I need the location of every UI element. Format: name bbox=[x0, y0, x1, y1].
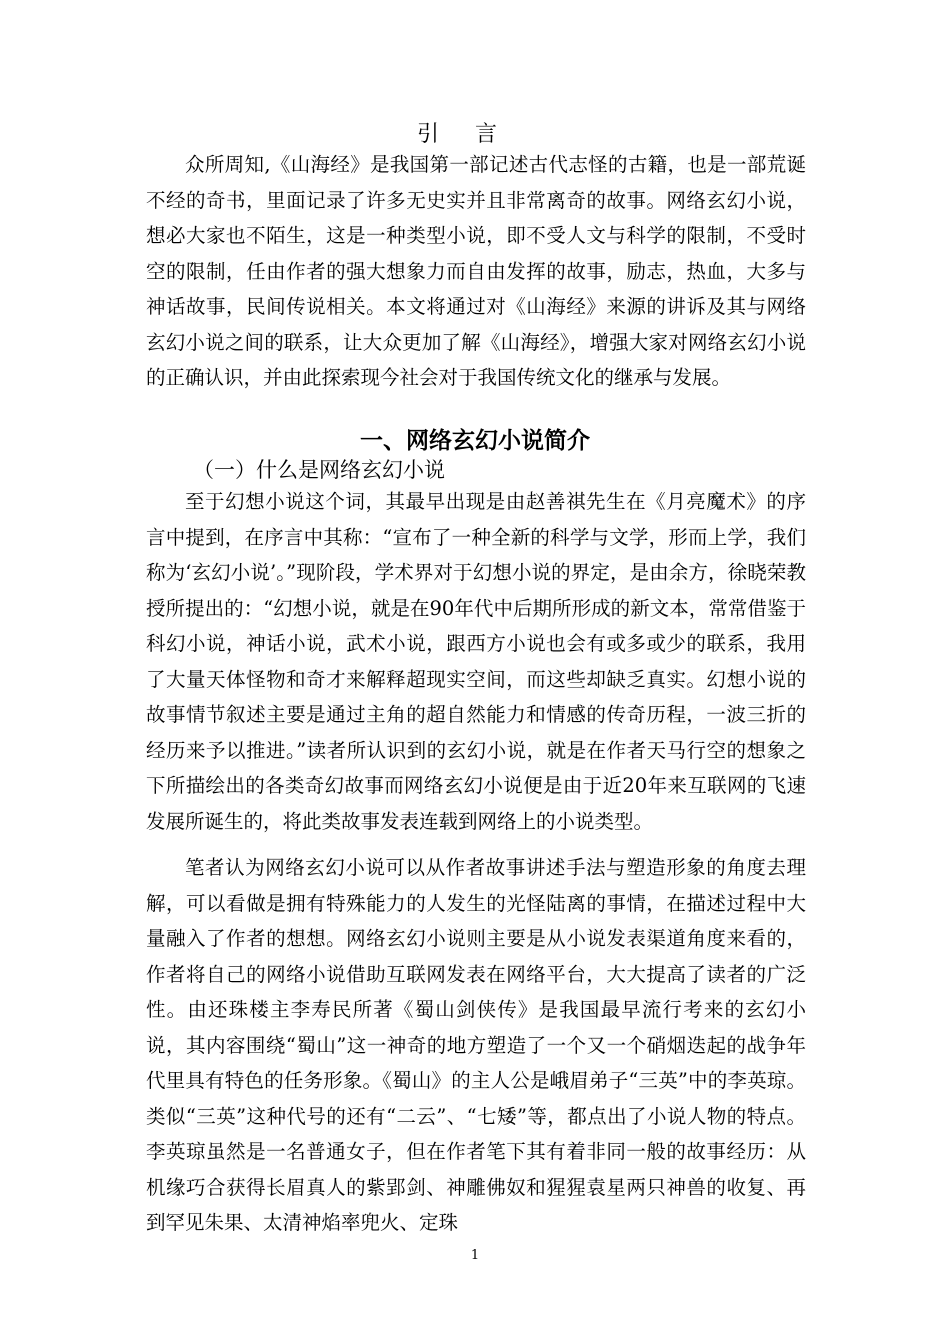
intro-paragraph: 众所周知,《山海经》是我国第一部记述古代志怪的古籍，也是一部荒诞不经的奇书，里面记录了许多无史实并且非常离奇的故事。网络玄幻小说，想必大家也不陌生，这是一种类型小说，即不受人文与科学的限制，不受时空的限制，任由作者的强大想象力而自由发挥的故事，励志，热血，大多与神话故事，民间传说相关。本文将通过对《山海经》来源的讲诉及其与网络玄幻小说之间的联系，让大众更加了解《山海经》，增强大家对网络玄幻小说的正确认识，并由此探索现今社会对于我国传统文化的继承与发展。 bbox=[146, 153, 806, 389]
section-title: 一、网络玄幻小说简介 bbox=[360, 428, 590, 454]
page-number: 1 bbox=[470, 1248, 480, 1263]
intro-title: 引言 bbox=[416, 122, 533, 147]
body-paragraph-1: 至于幻想小说这个词，其最早出现是由赵善祺先生在《月亮魔术》的序言中提到，在序言中其称：“宣布了一种全新的科学与文学，形而上学，我们称为‘玄幻小说’。”现阶段，学术界对于幻想小说的界定，是由余方，徐晓荣教授所提出的：“幻想小说，就是在90年代中后期所形成的新文本，常常借鉴于科幻小说，神话小说，武术小说，跟西方小说也会有或多或少的联系，我用了大量天体怪物和奇才来解释超现实空间，而这些却缺乏真实。幻想小说的故事情节叙述主要是通过主角的超自然能力和情感的传奇历程，一波三折的经历来予以推进。”读者所认识到的玄幻小说，就是在作者天马行空的想象之下所描绘出的各类奇幻故事而网络玄幻小说便是由于近20年来互联网的飞速发展所诞生的，将此类故事发表连载到网络上的小说类型。 bbox=[146, 490, 806, 833]
subsection-title: （一）什么是网络玄幻小说 bbox=[193, 458, 445, 482]
body-paragraph-2: 笔者认为网络玄幻小说可以从作者故事讲述手法与塑造形象的角度去理解，可以看做是拥有特殊能力的人发生的光怪陆离的事情，在描述过程中大量融入了作者的想想。网络玄幻小说则主要是从小说发表渠道角度来看的，作者将自己的网络小说借助互联网发表在网络平台，大大提高了读者的广泛性。由还珠楼主李寿民所著《蜀山剑侠传》是我国最早流行考来的玄幻小说，其内容围绕“蜀山”这一神奇的地方塑造了一个又一个硝烟迭起的战争年代里具有特色的任务形象。《蜀山》的主人公是峨眉弟子“三英”中的李英琼。类似“三英”这种代号的还有“二云”、“七矮”等，都点出了小说人物的特点。李英琼虽然是一名普通女子，但在作者笔下其有着非同一般的故事经历：从机缘巧合获得长眉真人的紫郢剑、神雕佛奴和猩猩袁星两只神兽的收复、再到罕见朱果、太清神焰率兜火、定珠 bbox=[146, 856, 806, 1234]
